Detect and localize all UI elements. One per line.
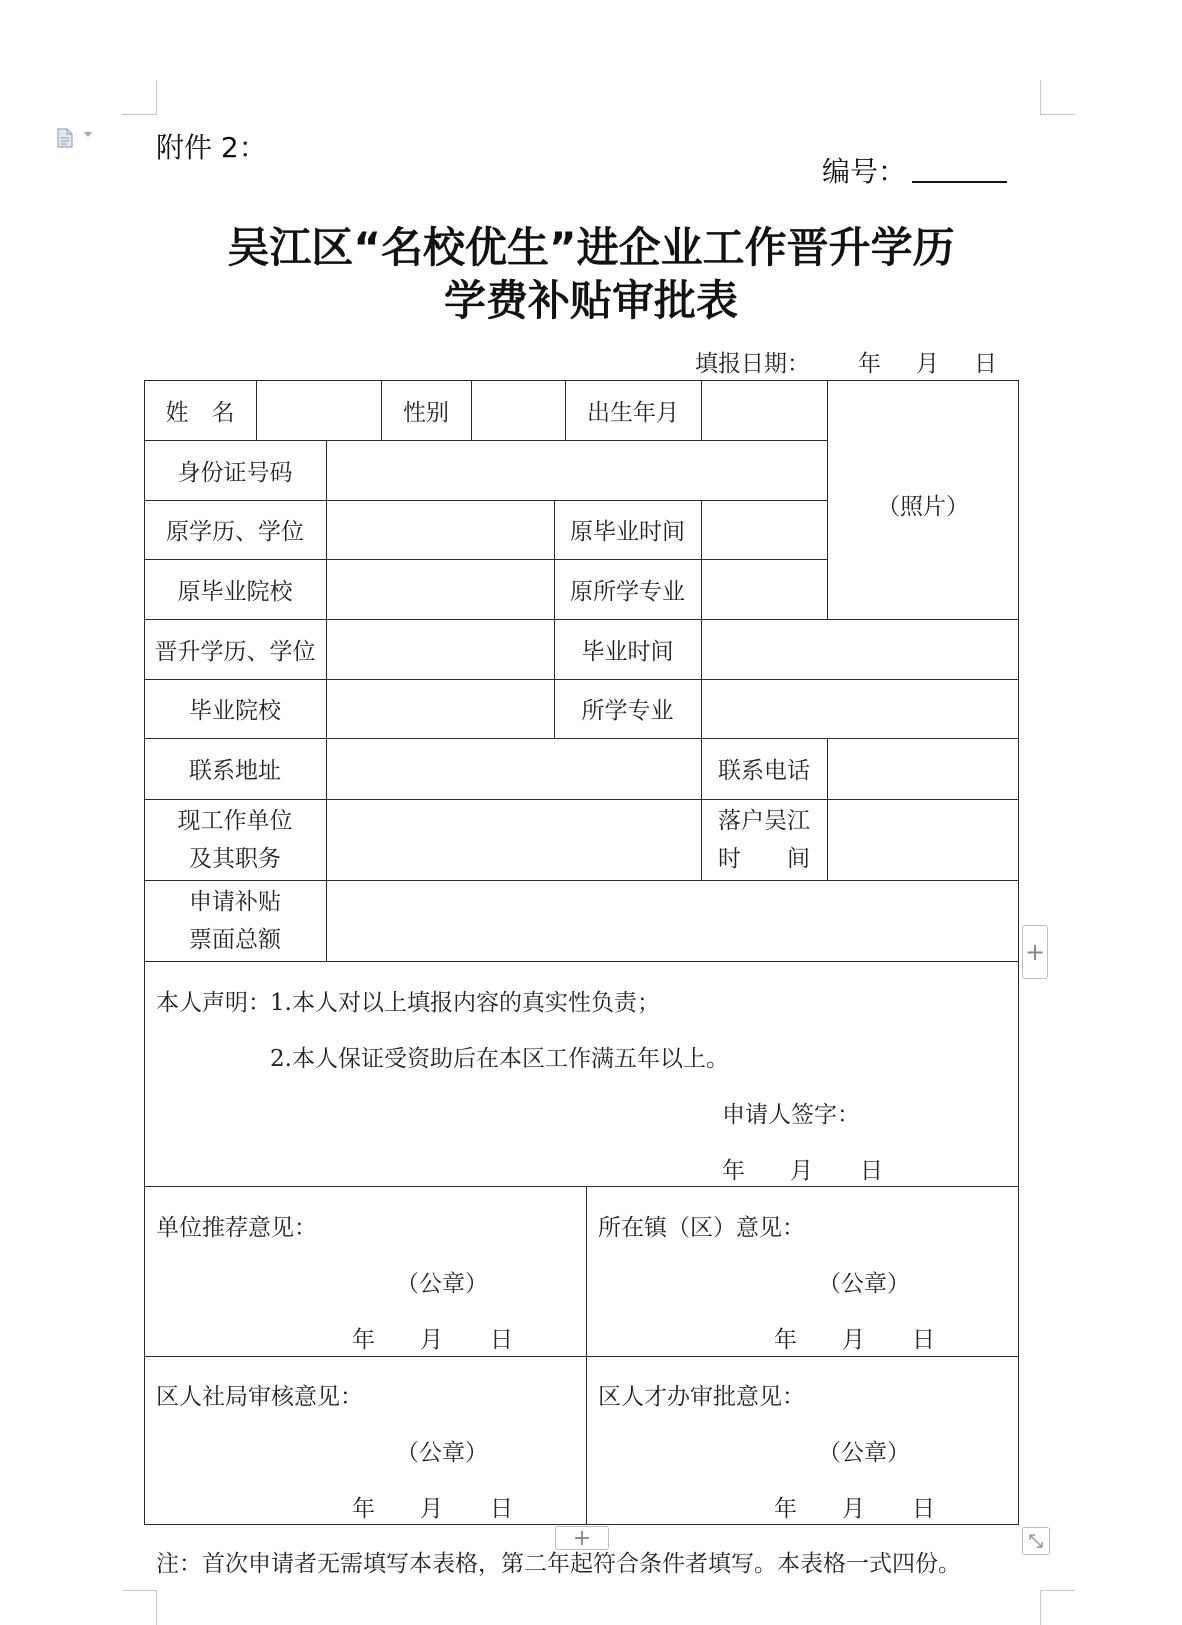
opinion-hrss-label: 区人社局审核意见： (156, 1384, 363, 1410)
field-gender[interactable] (471, 380, 565, 440)
page-corner-mark (122, 1590, 157, 1625)
declaration-item-2: 2.本人保证受资助后在本区工作满五年以上。 (270, 1046, 729, 1072)
label-settle-time-line-2: 时 间 (718, 845, 810, 872)
signature-date-year: 年 (722, 1158, 745, 1184)
opinion-hrss-year: 年 (352, 1496, 375, 1522)
label-settle-time (701, 799, 827, 880)
form-title-line-2: 学费补贴审批表 (443, 276, 738, 325)
serial-number-label: 编号： (822, 155, 907, 188)
label-work-unit (144, 799, 326, 880)
label-subsidy-line-2: 票面总额 (189, 926, 281, 953)
form-title-line-1: 吴江区“名校优生”进企业工作晋升学历 (227, 223, 955, 272)
plus-icon: + (572, 1525, 592, 1551)
field-id-number[interactable] (326, 440, 827, 500)
photo-box[interactable]: （照片） (877, 494, 969, 520)
serial-number-blank[interactable] (912, 181, 1007, 183)
field-orig-school[interactable] (326, 559, 554, 619)
attachment-label: 附件 2： (156, 131, 267, 164)
field-birth[interactable] (701, 380, 827, 440)
resize-table-button[interactable] (1022, 1527, 1050, 1555)
field-orig-degree[interactable] (326, 500, 554, 559)
field-phone[interactable] (827, 738, 1019, 799)
declaration-item-1: 1.本人对以上填报内容的真实性负责； (270, 990, 660, 1016)
label-address: 联系地址 (189, 758, 281, 784)
page-corner-mark (1040, 80, 1075, 115)
label-school: 毕业院校 (189, 698, 281, 724)
label-major: 所学专业 (581, 698, 674, 724)
add-row-button[interactable] (555, 1526, 609, 1550)
opinion-town-month: 月 (842, 1327, 865, 1353)
opinion-unit-day: 日 (490, 1327, 513, 1353)
opinion-town-seal: （公章） (818, 1271, 910, 1297)
opinion-hrss-day: 日 (490, 1496, 513, 1522)
opinion-talent-month: 月 (842, 1496, 865, 1522)
field-orig-grad-time[interactable] (701, 500, 827, 559)
field-new-degree[interactable] (326, 619, 554, 679)
opinion-unit-label: 单位推荐意见： (156, 1215, 317, 1241)
label-phone: 联系电话 (718, 758, 810, 784)
label-orig-grad-time: 原毕业时间 (570, 519, 685, 545)
label-orig-major: 原所学专业 (570, 578, 685, 605)
opinion-unit-year: 年 (352, 1327, 375, 1353)
declaration-label: 本人声明： (156, 990, 271, 1016)
opinion-unit-month: 月 (420, 1327, 443, 1353)
label-birth: 出生年月 (587, 399, 679, 426)
label-id-number: 身份证号码 (177, 459, 293, 486)
label-subsidy-amount (144, 880, 326, 961)
field-major[interactable] (701, 679, 1019, 738)
field-grad-time[interactable] (701, 619, 1019, 679)
page-corner-mark (1040, 1590, 1075, 1625)
signature-date-day: 日 (860, 1158, 883, 1184)
footnote: 注：首次申请者无需填写本表格，第二年起符合条件者填写。本表格一式四份。 (156, 1551, 961, 1577)
resize-icon (1023, 1528, 1049, 1554)
document-icon[interactable] (57, 128, 73, 148)
label-name: 姓 名 (165, 399, 235, 426)
plus-icon: + (1024, 938, 1046, 966)
label-orig-school: 原毕业院校 (177, 578, 293, 605)
field-settle-time[interactable] (827, 799, 1019, 880)
label-work-unit-line-1: 现工作单位 (177, 807, 293, 834)
label-new-degree: 晋升学历、学位 (154, 638, 316, 665)
opinion-town-label: 所在镇（区）意见： (598, 1215, 805, 1241)
fill-date-month: 月 (916, 351, 939, 377)
label-subsidy-line-1: 申请补贴 (189, 888, 281, 915)
label-orig-degree: 原学历、学位 (166, 519, 304, 545)
opinion-talent-year: 年 (774, 1496, 797, 1522)
page-corner-mark (122, 80, 157, 115)
opinion-unit-seal: （公章） (396, 1271, 488, 1297)
label-work-unit-line-2: 及其职务 (189, 845, 281, 872)
opinion-hrss-month: 月 (420, 1496, 443, 1522)
label-settle-time-line-1: 落户吴江 (718, 807, 810, 834)
label-grad-time: 毕业时间 (581, 638, 674, 665)
opinion-talent-seal: （公章） (818, 1440, 910, 1466)
applicant-signature-label: 申请人签字： (722, 1102, 860, 1128)
field-subsidy-amount[interactable] (326, 880, 1019, 961)
fill-date-label: 填报日期： (695, 351, 810, 377)
label-gender: 性别 (403, 399, 449, 426)
field-address[interactable] (326, 738, 701, 799)
fill-date-year: 年 (858, 351, 881, 377)
field-school[interactable] (326, 679, 554, 738)
opinion-town-year: 年 (774, 1327, 797, 1353)
field-orig-major[interactable] (701, 559, 827, 619)
fill-date-day: 日 (974, 351, 997, 377)
opinion-talent-label: 区人才办审批意见： (598, 1384, 805, 1410)
field-work-unit[interactable] (326, 799, 701, 880)
field-name[interactable] (256, 380, 381, 440)
chevron-down-icon[interactable] (84, 132, 92, 137)
add-column-button[interactable] (1022, 925, 1048, 979)
opinion-talent-day: 日 (912, 1496, 935, 1522)
signature-date-month: 月 (790, 1158, 813, 1184)
opinion-hrss-seal: （公章） (396, 1440, 488, 1466)
opinion-town-day: 日 (912, 1327, 935, 1353)
